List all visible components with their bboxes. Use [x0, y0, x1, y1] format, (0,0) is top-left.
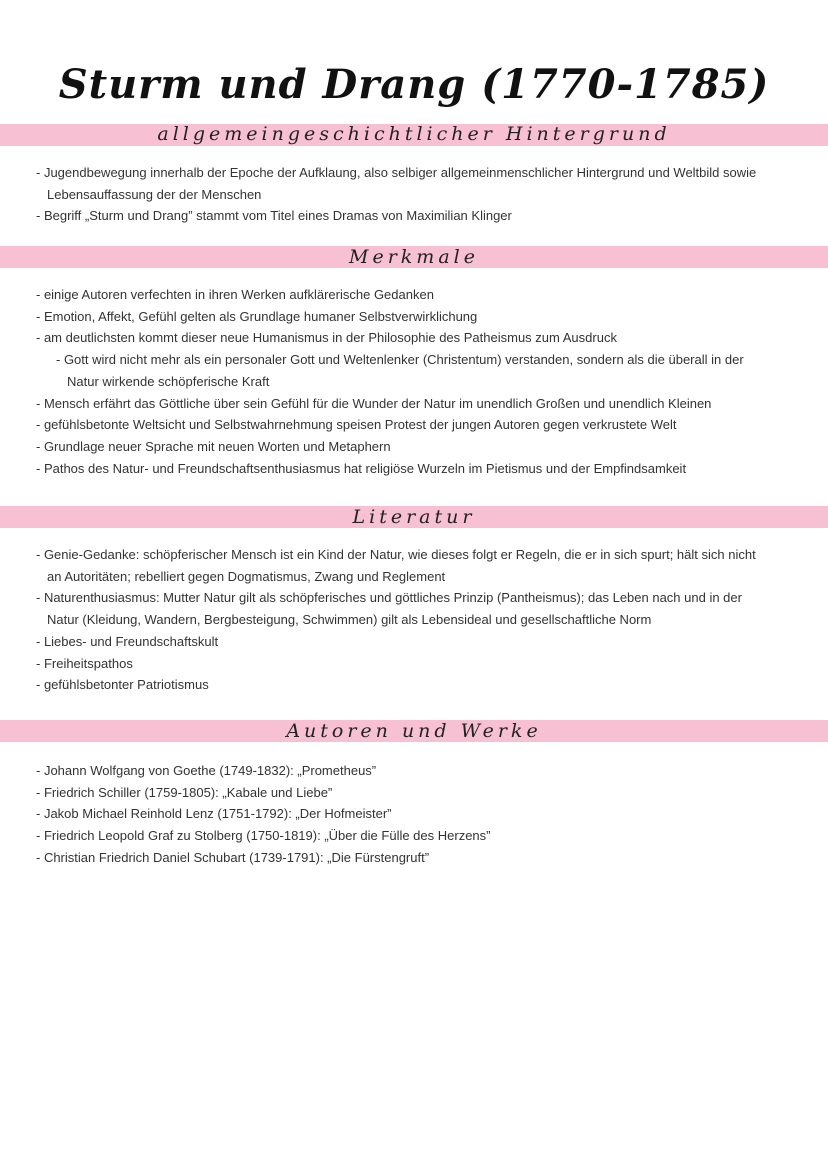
content-line: - Jakob Michael Reinhold Lenz (1751-1792): „Der Hofmeister”: [36, 806, 392, 822]
section-heading-hintergrund: allgemeingeschichtlicher Hintergrund: [157, 123, 671, 145]
content-line: - Gott wird nicht mehr als ein personaler Gott und Weltenlenker (Christentum) verstanden, sondern als die überall in der: [56, 352, 744, 368]
content-line: - Mensch erfährt das Göttliche über sein Gefühl für die Wunder der Natur im unendlich Großen und unendlich Kleinen: [36, 395, 712, 411]
content-line: - Pathos des Natur- und Freundschaftsenthusiasmus hat religiöse Wurzeln im Pietismus und der Empfindsamkeit: [36, 460, 687, 476]
content-line: - Friedrich Leopold Graf zu Stolberg (1750-1819): „Über die Fülle des Herzens”: [36, 828, 491, 844]
page-title: Sturm und Drang (1770-1785): [58, 60, 770, 108]
section-heading-literatur: Literatur: [352, 506, 476, 528]
section-content-merkmale: [36, 284, 796, 479]
content-line: - gefühlsbetonter Patriotismus: [36, 677, 209, 693]
section-content-hintergrund: [36, 162, 796, 227]
section-heading-merkmale: Merkmale: [349, 246, 479, 268]
content-line: - Freiheitspathos: [36, 655, 133, 671]
section-content-autoren: [36, 760, 796, 869]
content-line: - Begriff „Sturm und Drang” stammt vom Titel eines Dramas von Maximilian Klinger: [36, 208, 512, 224]
content-line: - Friedrich Schiller (1759-1805): „Kabale und Liebe”: [36, 784, 333, 800]
content-line: - Emotion, Affekt, Gefühl gelten als Grundlage humaner Selbstverwirklichung: [36, 308, 478, 324]
content-line: - Grundlage neuer Sprache mit neuen Worten und Metaphern: [36, 438, 391, 454]
content-line: Natur wirkende schöpferische Kraft: [67, 373, 270, 389]
content-line: Lebensauffassung der der Menschen: [47, 186, 262, 202]
content-line: - Liebes- und Freundschaftskult: [36, 633, 219, 649]
content-line: - Johann Wolfgang von Goethe (1749-1832): „Prometheus”: [36, 763, 377, 778]
content-line: - gefühlsbetonte Weltsicht und Selbstwahrnehmung speisen Protest der jungen Autoren gegen verkrustete Welt: [36, 417, 677, 433]
content-line: - einige Autoren verfechten in ihren Werken aufklärerische Gedanken: [36, 287, 434, 302]
content-line: - Genie-Gedanke: schöpferischer Mensch ist ein Kind der Natur, wie dieses folgt er Regeln, die er in sich spurt; hält sich nicht: [36, 547, 756, 562]
content-line: Natur (Kleidung, Wandern, Bergbesteigung, Schwimmen) gilt als Lebensideal und gesellschaftliche Norm: [47, 612, 652, 628]
content-line: an Autoritäten; rebelliert gegen Dogmatismus, Zwang und Reglement: [47, 568, 446, 584]
content-line: - Jugendbewegung innerhalb der Epoche der Aufklaung, also selbiger allgemeinmenschlicher Hintergrund und Weltbild sowie: [36, 165, 757, 180]
content-line: - am deutlichsten kommt dieser neue Humanismus in der Philosophie des Patheismus zum Ausdruck: [36, 330, 617, 346]
content-line: - Naturenthusiasmus: Mutter Natur gilt als schöpferisches und göttliches Prinzip (Pantheismus); das Leben nach und in der: [36, 590, 742, 606]
section-heading-autoren: Autoren und Werke: [286, 720, 542, 742]
content-line: - Christian Friedrich Daniel Schubart (1739-1791): „Die Fürstengruft”: [36, 849, 430, 865]
section-content-literatur: [36, 544, 796, 696]
